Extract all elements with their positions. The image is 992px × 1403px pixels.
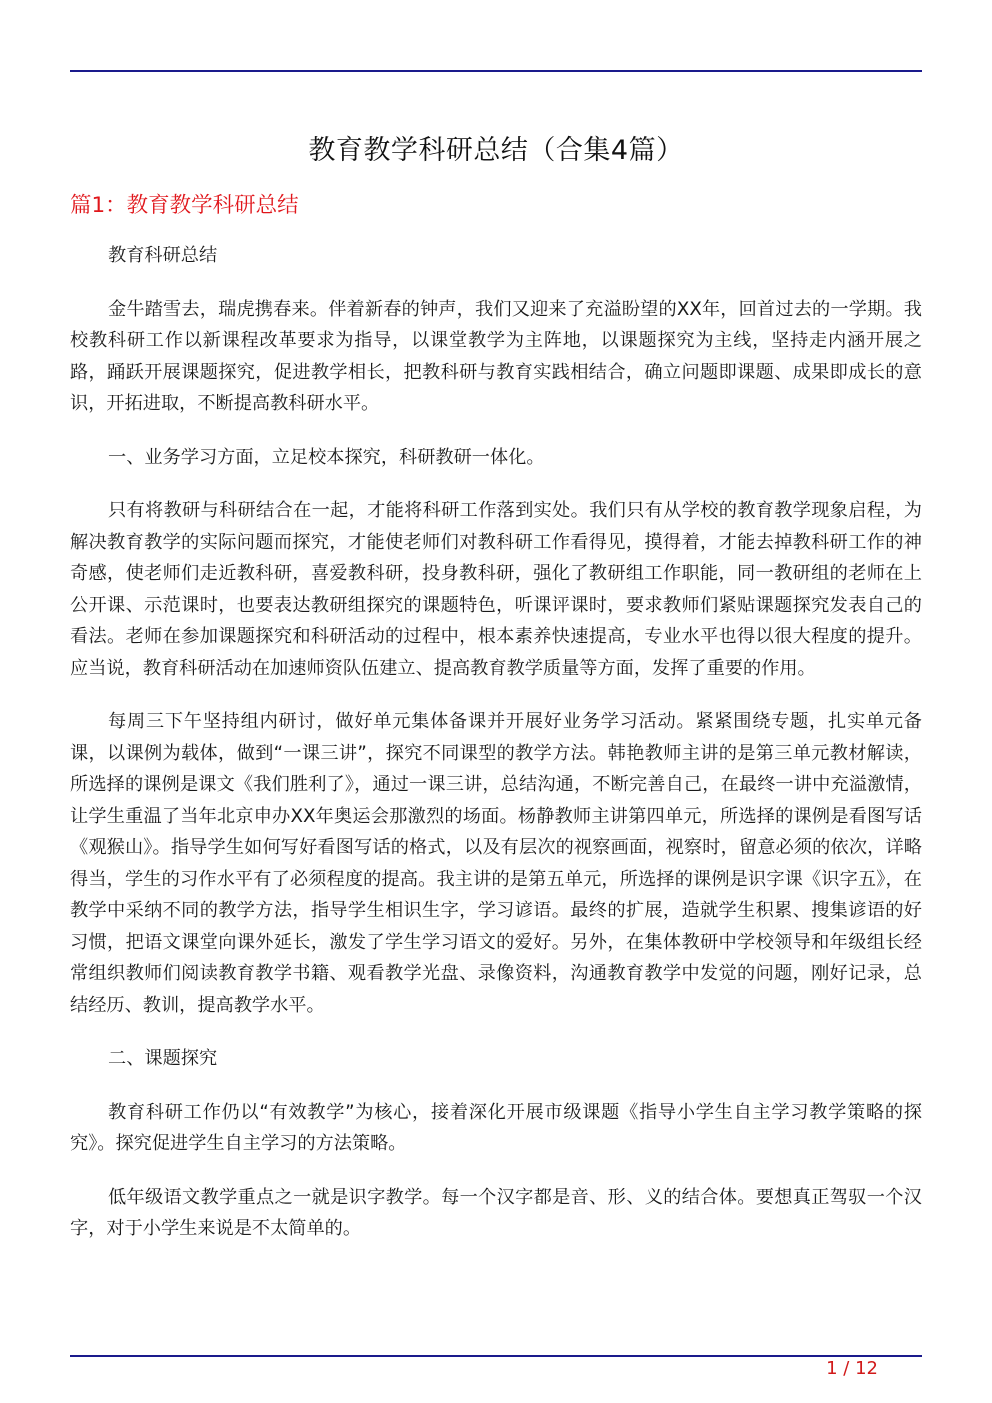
section-title: 篇1：教育教学科研总结 bbox=[70, 193, 299, 218]
document-body bbox=[70, 240, 922, 1267]
paragraph: 只有将教研与科研结合在一起，才能将科研工作落到实处。我们只有从学校的教育教学现象启程，为解决教育教学的实际问题而探究，才能使老师们对教科研工作看得见，摸得着，才能去掉教科研工作的神奇感，使老师们走近教科研，喜爱教科研，投身教科研，强化了教研组工作职能，同一教研组的老师在上公开课、示范课时，也要表达教研组探究的课题特色，听课评课时，要求教师们紧贴课题探究发表自己的看法。老师在参加课题探究和科研活动的过程中，根本素养快速提高，专业水平也得以很大程度的提升。应当说，教育科研活动在加速师资队伍建立、提高教育教学质量等方面，发挥了重要的作用。 bbox=[70, 500, 922, 679]
paragraph: 低年级语文教学重点之一就是识字教学。每一个汉字都是音、形、义的结合体。要想真正驾驭一个汉字，对于小学生来说是不太简单的。 bbox=[70, 1186, 922, 1239]
paragraph-heading: 二、课题探究 bbox=[108, 1048, 218, 1069]
paragraph-subtitle: 教育科研总结 bbox=[108, 245, 218, 266]
paragraph: 每周三下午坚持组内研讨，做好单元集体备课并开展好业务学习活动。紧紧围绕专题，扎实单元备课，以课例为载体，做到“一课三讲”，探究不同课型的教学方法。韩艳教师主讲的是第三单元教材解读，所选择的课例是课文《我们胜利了》，通过一课三讲，总结沟通，不断完善自己，在最终一讲中充溢激情，让学生重温了当年北京申办XX年奥运会那激烈的场面。杨静教师主讲第四单元，所选择的课例是看图写话《观猴山》。指导学生如何写好看图写话的格式，以及有层次的视察画面，视察时，留意必须的依次，详略得当，学生的习作水平有了必须程度的提高。我主讲的是第五单元，所选择的课例是识字课《识字五》，在教学中采纳不同的教学方法，指导学生相识生字，学习谚语。最终的扩展，造就学生积累、搜集谚语的好习惯，把语文课堂向课外延长，激发了学生学习语文的爱好。另外，在集体教研中学校领导和年级组长经常组织教师们阅读教育教学书籍、观看教学光盘、录像资料，沟通教育教学中发觉的问题，刚好记录，总结经历、教训，提高教学水平。 bbox=[70, 711, 922, 1016]
paragraph: 金牛踏雪去，瑞虎携春来。伴着新春的钟声，我们又迎来了充溢盼望的XX年，回首过去的一学期。我校教科研工作以新课程改革要求为指导，以课堂教学为主阵地，以课题探究为主线，坚持走内涵开展之路，踊跃开展课题探究，促进教学相长，把教科研与教育实践相结合，确立问题即课题、成果即成长的意识，开拓进取，不断提高教科研水平。 bbox=[70, 298, 922, 414]
document-title: 教育教学科研总结（合集4篇） bbox=[308, 135, 684, 166]
page-number: 1 / 12 bbox=[826, 1358, 878, 1379]
paragraph: 教育科研工作仍以“有效教学”为核心，接着深化开展市级课题《指导小学生自主学习教学策略的探究》。探究促进学生自主学习的方法策略。 bbox=[70, 1101, 922, 1154]
footer-rule bbox=[70, 1355, 922, 1357]
paragraph-heading: 一、业务学习方面，立足校本探究，科研教研一体化。 bbox=[108, 446, 545, 468]
header-rule bbox=[70, 70, 922, 72]
